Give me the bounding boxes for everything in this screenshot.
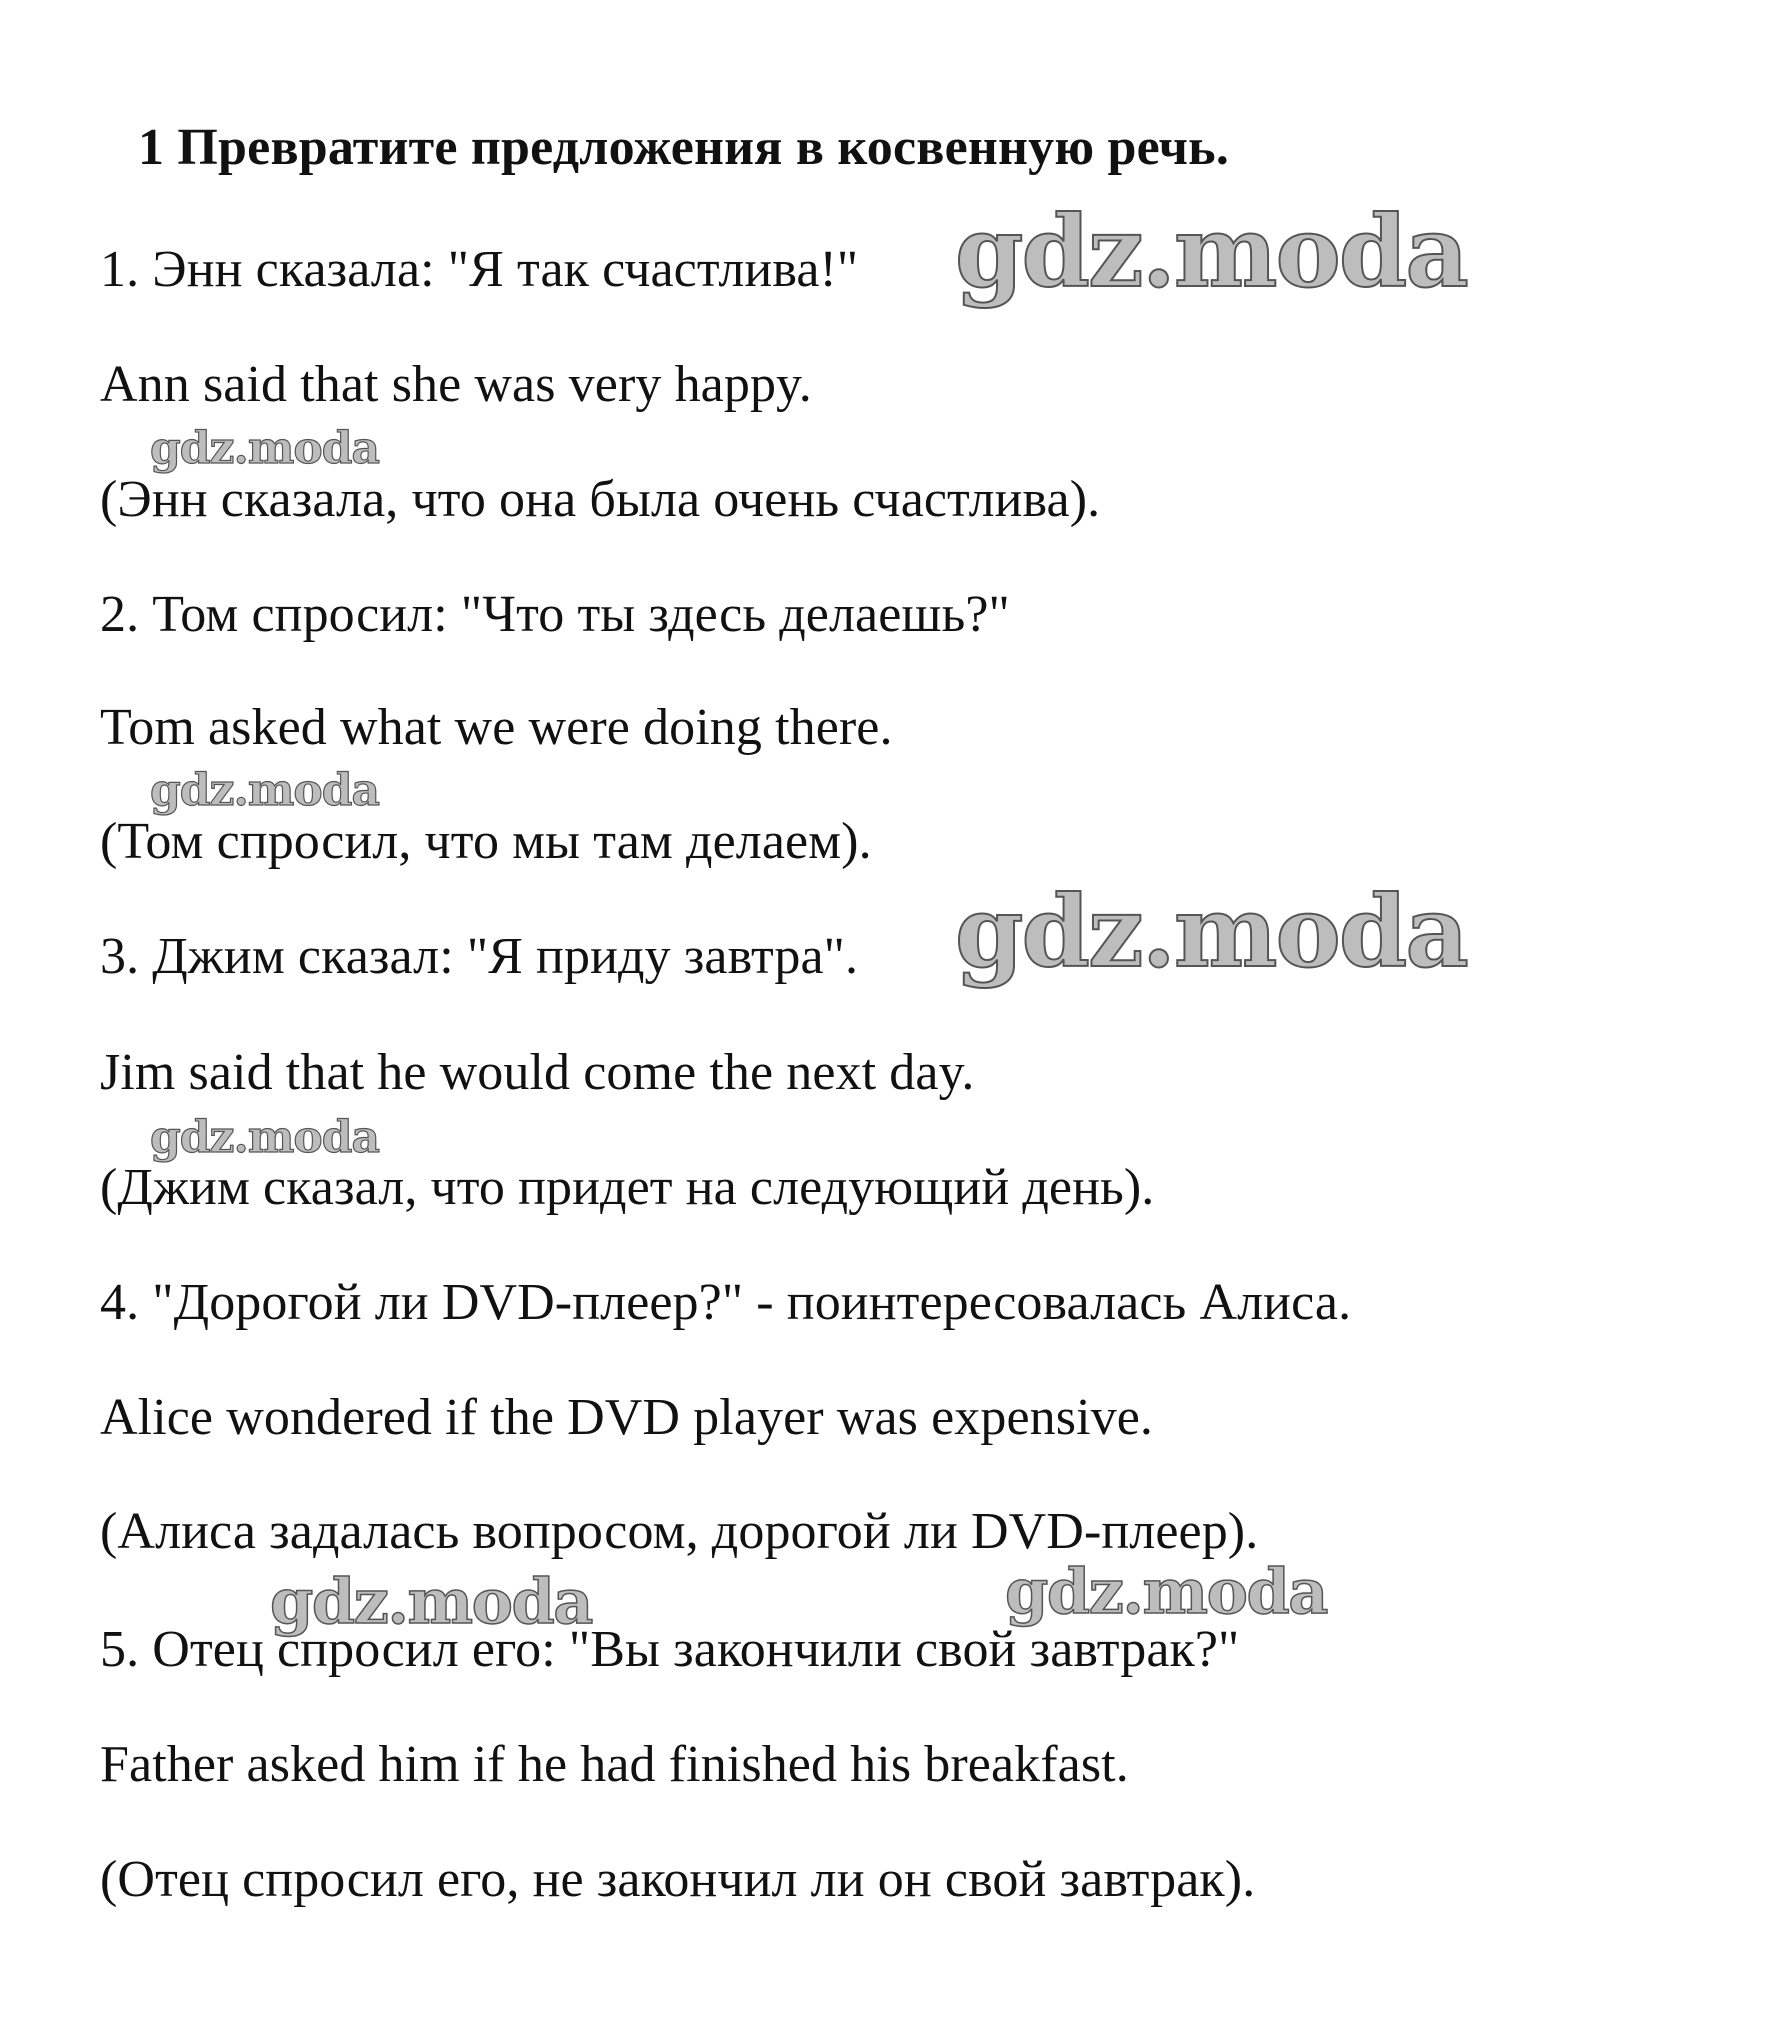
answer-2: Tom asked what we were doing there. — [100, 699, 893, 756]
translation-1: (Энн сказала, что она была очень счастлива). — [100, 471, 1101, 528]
answer-5: Father asked him if he had finished his breakfast. — [100, 1736, 1129, 1793]
watermark-logo: gdz.moda — [1005, 1555, 1327, 1628]
translation-5: (Отец спросил его, не закончил ли он свой завтрак). — [100, 1851, 1256, 1908]
question-3: 3. Джим сказал: "Я приду завтра". — [100, 928, 859, 985]
watermark-logo: gdz.moda — [955, 875, 1467, 990]
translation-3: (Джим сказал, что придет на следующий день). — [100, 1159, 1155, 1216]
question-1: 1. Энн сказала: "Я так счастлива!" — [100, 241, 859, 298]
watermark-logo: gdz.moda — [955, 195, 1467, 310]
question-2: 2. Том спросил: "Что ты здесь делаешь?" — [100, 586, 1010, 643]
watermark-logo: gdz.moda — [150, 765, 380, 816]
translation-2: (Том спросил, что мы там делаем). — [100, 813, 872, 870]
exercise-heading: 1 Превратите предложения в косвенную речь. — [138, 119, 1230, 176]
answer-1: Ann said that she was very happy. — [100, 356, 812, 413]
watermark-logo: gdz.moda — [270, 1565, 592, 1638]
question-4: 4. "Дорогой ли DVD-плеер?" - поинтересовалась Алиса. — [100, 1274, 1352, 1331]
answer-4: Alice wondered if the DVD player was expensive. — [100, 1389, 1154, 1446]
translation-4: (Алиса задалась вопросом, дорогой ли DVD-плеер). — [100, 1503, 1259, 1560]
question-5: 5. Отец спросил его: "Вы закончили свой завтрак?" — [100, 1621, 1240, 1678]
watermark-logo: gdz.moda — [150, 1112, 380, 1163]
answer-3: Jim said that he would come the next day. — [100, 1044, 975, 1101]
watermark-logo: gdz.moda — [150, 423, 380, 474]
